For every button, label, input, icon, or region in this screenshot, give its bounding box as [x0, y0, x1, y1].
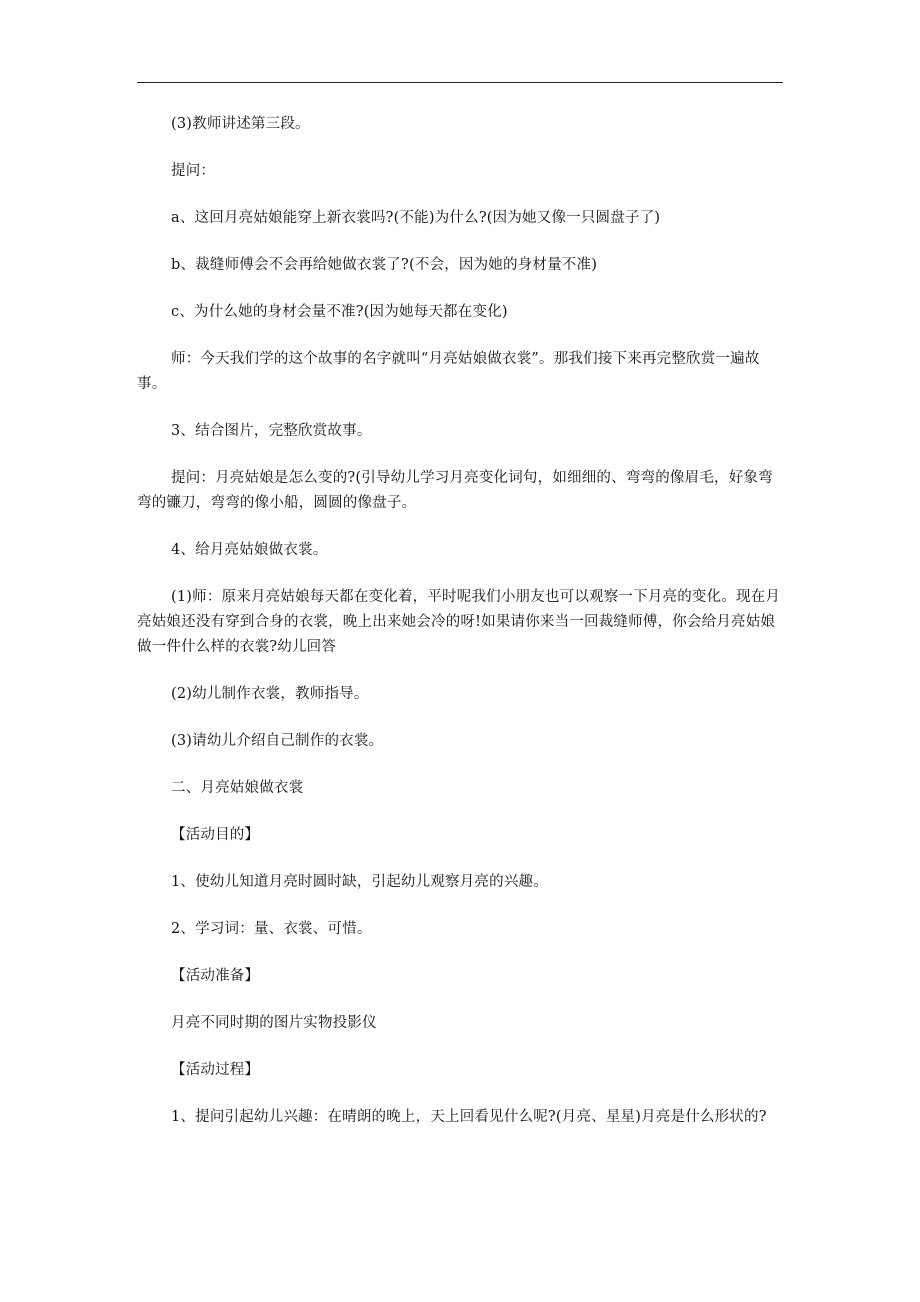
- paragraph: 2、学习词：量、衣裳、可惜。: [171, 921, 372, 937]
- paragraph: 提问：: [171, 163, 216, 179]
- paragraph: 提问：月亮姑娘是怎么变的?(引导幼儿学习月亮变化词句，如细细的、弯弯的像眉毛，好象弯弯的镰刀，弯弯的像小船，圆圆的像盘子。: [137, 470, 773, 511]
- paragraph: 4、给月亮姑娘做衣裳。: [171, 542, 328, 558]
- paragraph: (3)教师讲述第三段。: [171, 116, 310, 132]
- paragraph: c、为什么她的身材会量不准?(因为她每天都在变化): [171, 304, 508, 320]
- paragraph: 师：今天我们学的这个故事的名字就叫“月亮姑娘做衣裳”。那我们接下来再完整欣赏一遍故事。: [137, 351, 760, 392]
- paragraph: 【活动过程】: [171, 1062, 260, 1078]
- paragraph: 3、结合图片，完整欣赏故事。: [171, 423, 372, 439]
- paragraph: 二、月亮姑娘做衣裳: [171, 780, 304, 796]
- paragraph: 【活动准备】: [171, 968, 260, 984]
- paragraph: a、这回月亮姑娘能穿上新衣裳吗?(不能)为什么?(因为她又像一只圆盘子了): [171, 210, 661, 226]
- paragraph: 1、提问引起幼儿兴趣：在晴朗的晚上，天上回看见什么呢?(月亮、星星)月亮是什么形状的?: [171, 1109, 767, 1125]
- paragraph: 月亮不同时期的图片实物投影仪: [171, 1015, 377, 1031]
- header-rule: [137, 82, 783, 83]
- paragraph: (1)师：原来月亮姑娘每天都在变化着，平时呢我们小朋友也可以观察一下月亮的变化。现在月亮姑娘还没有穿到合身的衣裳，晚上出来她会冷的呀!如果请你来当一回裁缝师傅，你会给月亮姑娘做一件什么样的衣裳?幼儿回答: [137, 589, 781, 655]
- paragraph: (2)幼儿制作衣裳，教师指导。: [171, 686, 369, 702]
- paragraph: 1、使幼儿知道月亮时圆时缺，引起幼儿观察月亮的兴趣。: [171, 874, 548, 890]
- paragraph: b、裁缝师傅会不会再给她做衣裳了?(不会，因为她的身材量不准): [171, 257, 598, 273]
- document-body: [137, 112, 787, 1152]
- paragraph: 【活动目的】: [171, 827, 260, 843]
- paragraph: (3)请幼儿介绍自己制作的衣裳。: [171, 733, 384, 749]
